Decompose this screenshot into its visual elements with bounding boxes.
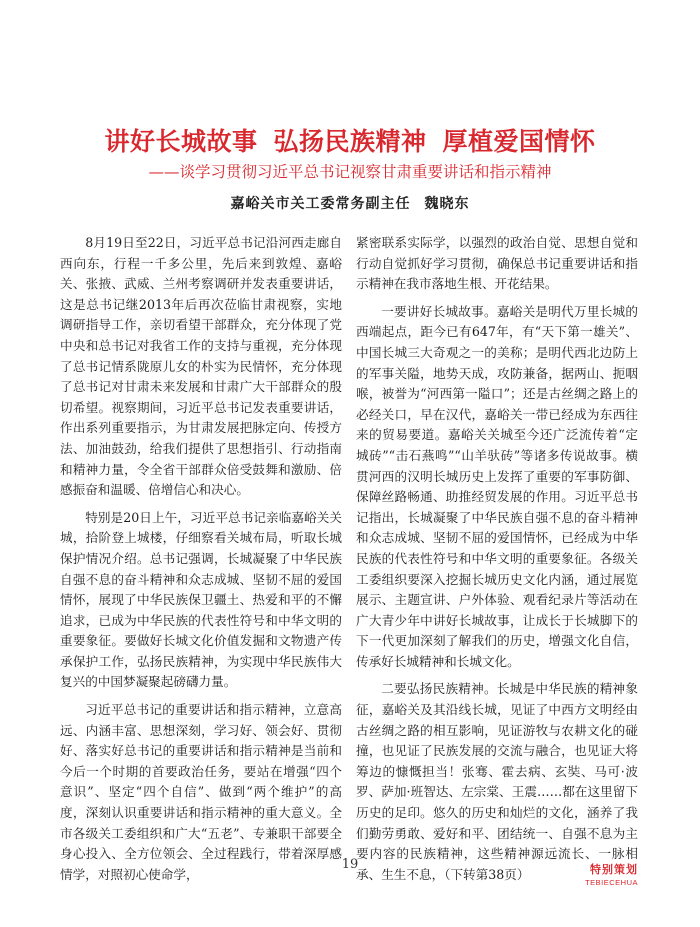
paragraph: 8月19日至22日，习近平总书记沿河西走廊自西向东，行程一千多公里，先后来到敦煌、嘉峪关、张掖、武威、兰州考察调研并发表重要讲话，这是总书记继2013年后再次莅临甘肃视察，实地调研指导工作，亲切看望干部群众，充分体现了党中央和总书记对我省工作的支持与重视，充分体现了总书记情系陇原儿女的朴实为民情怀，充分体现了总书记对甘肃未来发展和甘肃广大干部群众的殷切希望。视察期间，习近平总书记发表重要讲话，作出系列重要指示，为甘肃发展把脉定向、传授方法、加油鼓劲，给我们提供了思想指引、行动指南和精神力量，令全省干部群众倍受鼓舞和激励、倍感振奋和温暖、倍增信心和决心。 <box>60 235 342 498</box>
title-part: 厚植爱国情怀 <box>442 127 596 156</box>
paragraph: 特别是20日上午，习近平总书记亲临嘉峪关关城，拾阶登上城楼，仔细察看关城布局，听取长城保护情况介绍。总书记强调，长城凝聚了中华民族自强不息的奋斗精神和众志成城、坚韧不屈的爱国情怀，展现了中华民族保卫疆土、热爱和平的不懈追求，已成为中华民族的代表性符号和中华文明的重要象征。要做好长城文化价值发掘和文物遗产传承保护工作，弘扬民族精神，为实现中华民族伟大复兴的中国梦凝聚起磅礴力量。 <box>60 509 342 690</box>
section-brand <box>578 861 638 887</box>
paragraph: 一要讲好长城故事。嘉峪关是明代万里长城的西端起点，距今已有647年，有“天下第一雄关”、中国长城三大奇观之一的美称；是明代西北边防上的军事关隘，地势天成，攻防兼备，据两山、扼咽喉，被誉为“河西第一隘口”；还是古丝绸之路上的必经关口，早在汉代，嘉峪关一带已经成为东西往来的贸易要道。嘉峪关关城至今还广泛流传着“定城砖”“击石燕鸣”“山羊驮砖”等诸多传说故事。横贯河西的汉明长城历史上发挥了重要的军事防御、保障丝路畅通、助推经贸发展的作用。习近平总书记指出，长城凝聚了中华民族自强不息的奋斗精神和众志成城、坚韧不屈的爱国情怀，已经成为中华民族的代表性符号和中华文明的重要象征。各级关工委组织要深入挖掘长城历史文化内涵，通过展览展示、主题宣讲、户外体验、观看纪录片等活动在广大青少年中讲好长城故事，让成长于长城脚下的下一代更加深刻了解我们的历史，增强文化自信，传承好长城精神和长城文化。 <box>356 303 638 669</box>
author-name: 魏晓东 <box>424 196 470 212</box>
paragraph: 习近平总书记的重要讲话和指示精神，立意高远、内涵丰富、思想深刻，学习好、领会好、贯彻好、落实好总书记的重要讲话和指示精神是当前和今后一个时期的首要政治任务，要站在增强“四个意识”、坚定“四个自信”、做到“两个维护”的高度，深刻认识重要讲话和指示精神的重大意义。全市各级关工委组织和广大“五老”、专兼职干部要全身心投入、全方位领会、全过程践行，带着深厚感情学，对照初心使命学， <box>60 702 342 882</box>
title-part: 讲好长城故事 <box>104 127 258 156</box>
article-subtitle: ——谈学习贯彻习近平总书记视察甘肃重要讲话和指示精神 <box>148 163 552 181</box>
title-part: 弘扬民族精神 <box>273 127 427 156</box>
page-number: 19 <box>341 857 359 872</box>
paragraph: 二要弘扬民族精神。长城是中华民族的精神象征，嘉峪关及其沿线长城，见证了中西方文明经由古丝绸之路的相互影响，见证游牧与农耕文化的碰撞，也见证了民族发展的交流与融合，也见证大将筹边的慷慨担当！张骞、霍去病、玄奘、马可·波罗、萨加·班智达、左宗棠、王震……都在这里留下历史的足印。悠久的历史和灿烂的文化，涵养了我们勤劳勇敢、爱好和平、团结统一、自强不息为主要内容的民族精神，这些精神源远流长、一脉相承、生生不息，（下转第38页） <box>356 681 638 882</box>
section-name-en: TEBIECEHUA <box>585 878 638 887</box>
paragraph: 紧密联系实际学，以强烈的政治自觉、思想自觉和行动自觉抓好学习贯彻，确保总书记重要讲话和指示精神在我市落地生根、开花结果。 <box>356 235 638 292</box>
author-role: 嘉峪关市关工委常务副主任 <box>230 196 411 212</box>
right-column <box>356 233 638 892</box>
article-title <box>0 122 700 158</box>
section-name-cn: 特别策划 <box>590 863 638 876</box>
byline <box>0 193 700 213</box>
left-column <box>60 233 342 892</box>
